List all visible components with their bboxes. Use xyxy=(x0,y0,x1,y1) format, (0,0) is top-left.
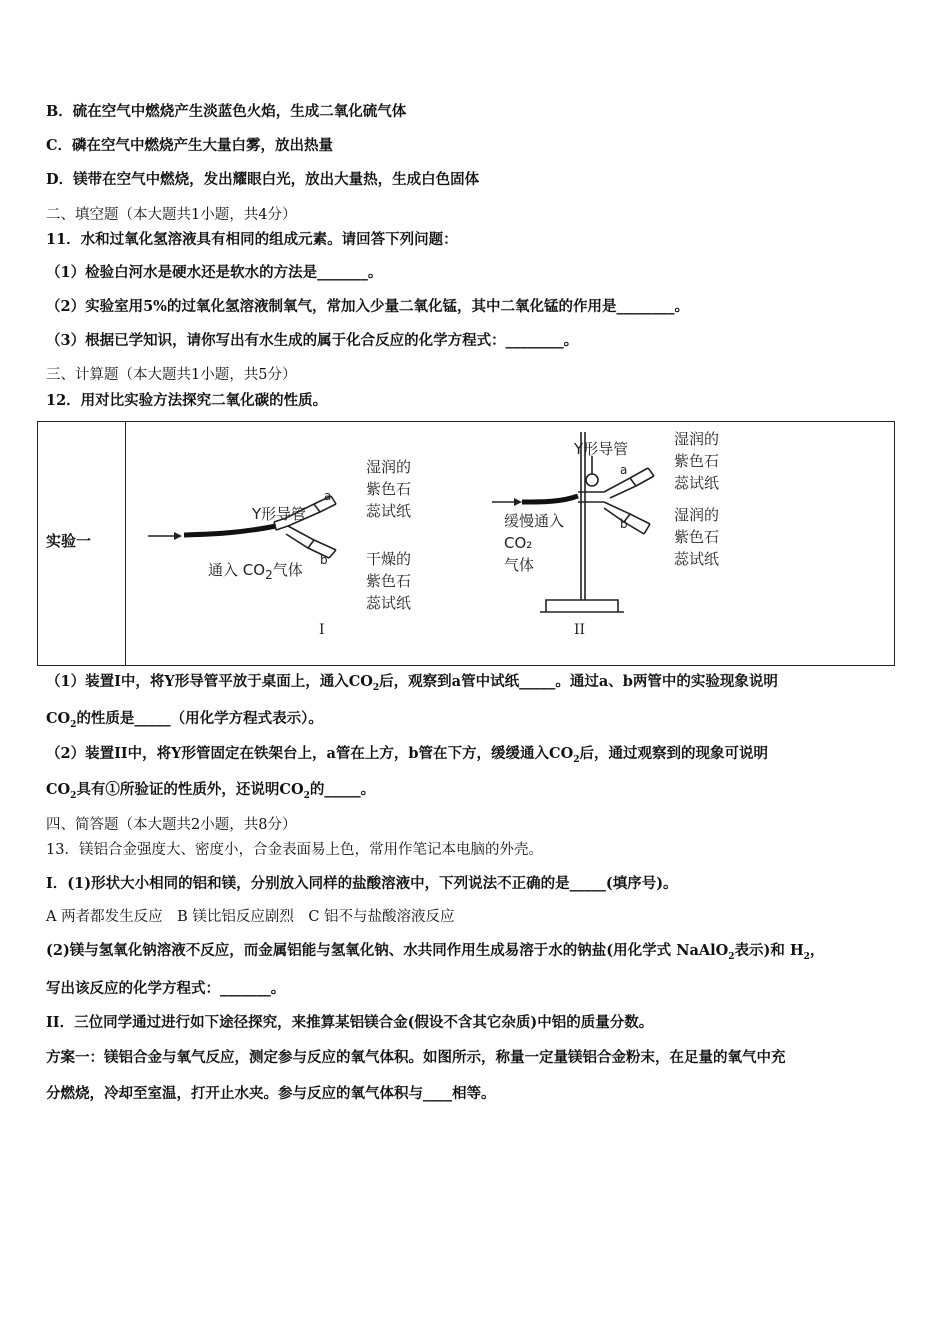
question-13-ii: II．三位同学通过进行如下途径探究，来推算某铝镁合金(假设不含其它杂质)中铝的质量分数。 xyxy=(46,1014,654,1031)
question-13-i-2: (2)镁与氢氧化钠溶液不反应，而金属铝能与氢氧化钠、水共同作用生成易溶于水的钠盐(用化学式 NaAlO$_2$表示)和 $H_2$， xyxy=(46,942,825,962)
figure-1 xyxy=(148,496,336,558)
fig2-wet-top-3: 蕊试纸 xyxy=(674,474,720,492)
fig2-branch-b: b xyxy=(620,517,628,531)
question-13-i-2-cont: 写出该反应的化学方程式：_______。 xyxy=(46,980,286,997)
question-13-i-1: I．(1)形状大小相同的铝和镁，分别放入同样的盐酸溶液中，下列说法不正确的是_____(填序号)。 xyxy=(46,875,678,892)
question-12-2: （2）装置II中，将Y形管固定在铁架台上，a管在上方，b管在下方，缓缓通入$CO_2$后，通过观察到的现象可说明 xyxy=(46,745,768,765)
fig2-wet-top-2: 紫色石 xyxy=(674,452,720,470)
fig2-inlet-3: 气体 xyxy=(504,556,535,574)
question-11-3: （3）根据已学知识，请你写出有水生成的属于化合反应的化学方程式：________。 xyxy=(46,332,579,349)
question-11: 11．水和过氧化氢溶液具有相同的组成元素。请回答下列问题： xyxy=(46,231,458,248)
experiment-label-cell xyxy=(38,422,126,665)
fig1-wet-paper-2: 紫色石 xyxy=(366,480,412,498)
plan-one: 方案一：镁铝合金与氧气反应，测定参与反应的氧气体积。如图所示，称量一定量镁铝合金粉末，在足量的氧气中充 xyxy=(46,1049,786,1066)
y-tube-2-stem xyxy=(578,492,604,502)
arrow-head xyxy=(174,532,182,540)
option-b: B．硫在空气中燃烧产生淡蓝色火焰，生成二氧化硫气体 xyxy=(46,103,407,120)
fig1-dry-paper-1: 干燥的 xyxy=(366,550,412,568)
fig2-tube-label: Y形导管 xyxy=(574,440,629,458)
fig1-wet-paper-3: 蕊试纸 xyxy=(366,502,412,520)
fig2-caption: II xyxy=(574,622,586,638)
stand-base xyxy=(540,600,624,612)
fig2-inlet-1: 缓慢通入 xyxy=(504,512,565,530)
plan-one-cont: 分燃烧，冷却至室温，打开止水夹。参与反应的氧气体积与____相等。 xyxy=(46,1085,496,1102)
fig2-branch-a: a xyxy=(620,463,628,477)
fig2-wet-bottom-3: 蕊试纸 xyxy=(674,550,720,568)
fig2-inlet-2: CO₂ xyxy=(504,534,533,552)
question-13-options: A 两者都发生反应 B 镁比铝反应剧烈 C 铝不与盐酸溶液反应 xyxy=(46,909,455,925)
fig1-branch-b: b xyxy=(320,553,328,567)
clamp-knob xyxy=(586,474,598,486)
fig2-wet-top-1: 湿润的 xyxy=(674,430,720,448)
fig1-tube-label: Y形导管 xyxy=(252,505,307,523)
section-2-heading: 二、填空题（本大题共1小题，共4分） xyxy=(46,207,297,223)
question-12-2-cont: $CO_2$具有①所验证的性质外，还说明$CO_2$的_____。 xyxy=(46,781,376,801)
question-12: 12．用对比实验方法探究二氧化碳的性质。 xyxy=(46,392,328,409)
option-d: D．镁带在空气中燃烧，发出耀眼白光，放出大量热，生成白色固体 xyxy=(46,171,480,188)
question-11-2: （2）实验室用5%的过氧化氢溶液制氧气，常加入少量二氧化锰，其中二氧化锰的作用是________。 xyxy=(46,298,689,315)
fig2-wet-bottom-2: 紫色石 xyxy=(674,528,720,546)
fig1-dry-paper-3: 蕊试纸 xyxy=(366,594,412,612)
fig1-wet-paper-1: 湿润的 xyxy=(366,458,412,476)
question-12-1-cont: $CO_2$的性质是_____（用化学方程式表示）。 xyxy=(46,710,323,730)
section-4-heading: 四、简答题（本大题共2小题，共8分） xyxy=(46,817,297,833)
question-11-1: （1）检验白河水是硬水还是软水的方法是_______。 xyxy=(46,264,383,281)
option-c: C．磷在空气中燃烧产生大量白雾，放出热量 xyxy=(46,137,334,154)
rubber-tube-2 xyxy=(522,496,578,502)
fig1-branch-a: a xyxy=(324,489,332,503)
fig1-caption: I xyxy=(319,622,325,638)
experiment-table xyxy=(37,421,895,666)
fig1-inlet-label: 通入 $CO_2$气体 xyxy=(208,561,303,582)
y-tube-branch-b xyxy=(286,526,336,558)
rubber-tube xyxy=(184,526,276,535)
experiment-label: 实验一 xyxy=(46,532,92,550)
y-tube-2-branch-a xyxy=(604,468,654,498)
question-13: 13．镁铝合金强度大、密度小，合金表面易上色，常用作笔记本电脑的外壳。 xyxy=(46,842,543,858)
fig1-dry-paper-2: 紫色石 xyxy=(366,572,412,590)
section-3-heading: 三、计算题（本大题共1小题，共5分） xyxy=(46,367,297,383)
experiment-diagram xyxy=(126,422,894,665)
question-12-1: （1）装置I中，将Y形导管平放于桌面上，通入$CO_2$后，观察到a管中试纸_____。通过a、b两管中的实验现象说明 xyxy=(46,673,778,693)
fig2-wet-bottom-1: 湿润的 xyxy=(674,506,720,524)
arrow-head-2 xyxy=(514,498,522,506)
